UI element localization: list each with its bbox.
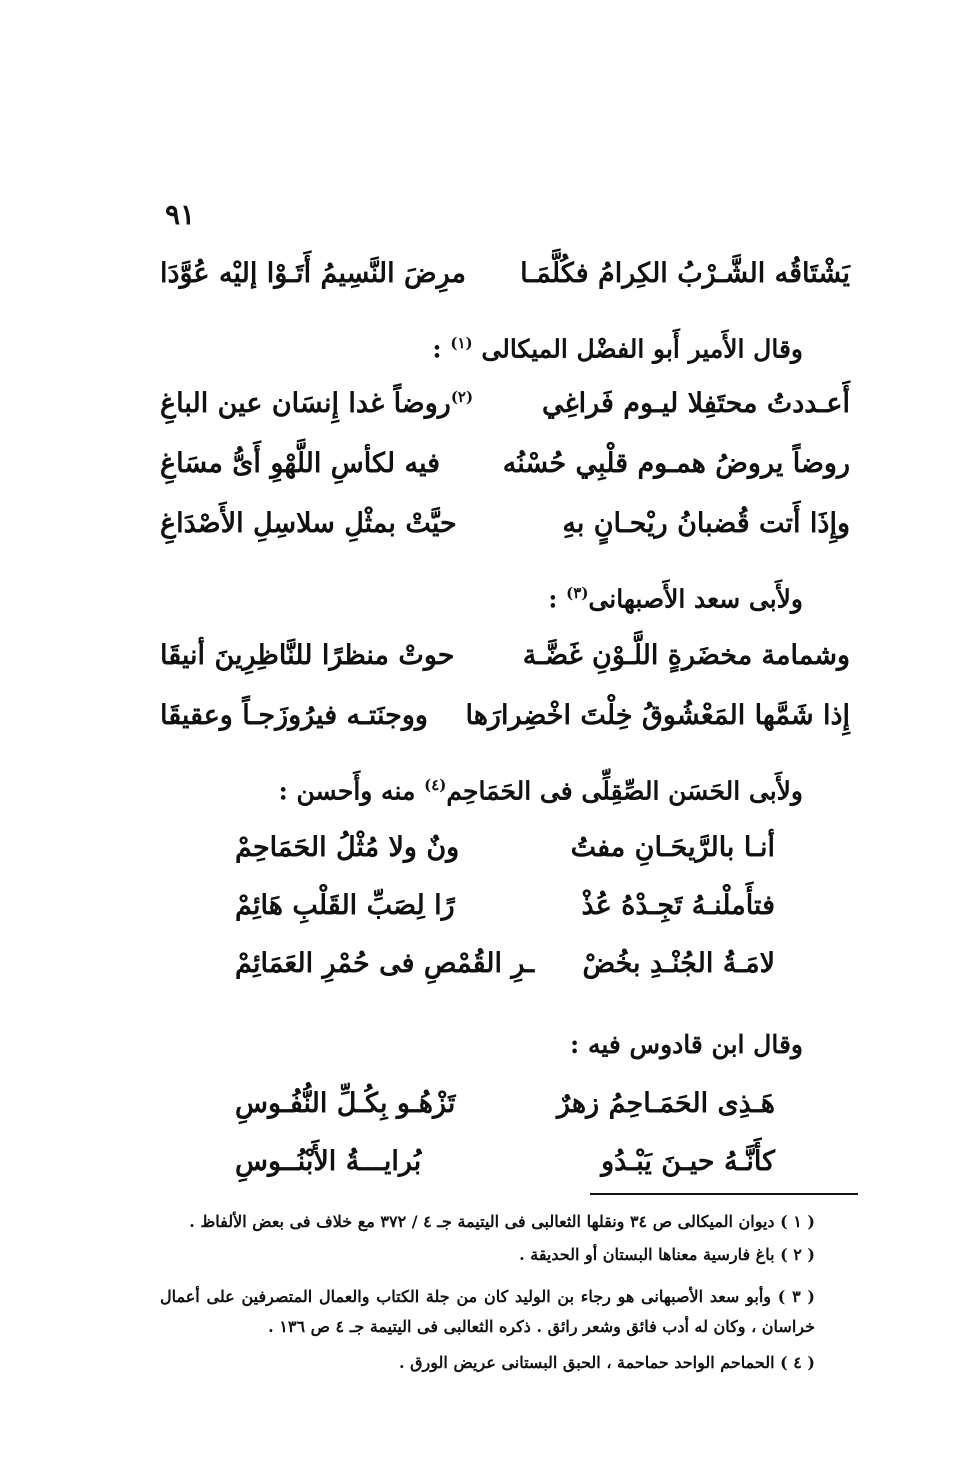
verse-hemistich-second: ـرِ القُمْصِ فى حُمْرِ العَمَائِمْ [235, 948, 535, 979]
verse-line [235, 1146, 775, 1186]
verse-line [160, 388, 850, 428]
section-intro: وقال الأَمير أَبو الفضْل الميكالى $^{(١)}$ : [432, 334, 803, 364]
verse-hemistich-first: أَعـددتُ محتَفِلا ليـوم فَراغِي [541, 388, 850, 419]
verse-hemistich-second: تَزْهُـو بِكُـلِّ النُّفُـوسِ [235, 1088, 456, 1119]
verse-hemistich-first: فتأَملْنـهُ تَجِـدْهُ عُذْ [581, 890, 775, 921]
verse-hemistich-first: وشمامة مخضَرةٍ اللَّـوْنِ غَضَّـة [522, 640, 850, 671]
verse-hemistich-second: ونٌ ولا مُثْلُ الحَمَاحِمْ [235, 832, 460, 863]
verse-line [235, 948, 775, 988]
verse-hemistich-first: إِذا شَمَّها المَعْشُوقُ خِلْتَ اخْضِرارَها [465, 700, 850, 731]
footnote: ( ٤ ) الحماحم الواحد حماحمة ، الحبق البستانى عريض الورق . [399, 1353, 815, 1372]
verse-hemistich-second: حيَّتْ بمثْلِ سلاسِلِ الأَصْدَاغِ [160, 508, 457, 539]
verse-line [235, 890, 775, 930]
footnote-ref: (٢) [450, 388, 474, 406]
verse-hemistich-first: كأَنَّـهُ حيـنَ يَبْـدُو [601, 1146, 775, 1177]
footnote-ref: (٤) [424, 776, 447, 794]
verse-line [160, 700, 850, 740]
verse-hemistich-second: مرِضَ النَّسِيمُ أَتَـوْا إليْه عُوَّدَا [160, 258, 466, 289]
verse-hemistich-second: رًا لِصَبِّ القَلْبِ هَائِمْ [235, 890, 455, 921]
footnote-separator [590, 1193, 858, 1195]
verse-hemistich-second: ووجنَتـه فيرُوزَجـاً وعقيقَا [160, 700, 428, 731]
verse-hemistich-second: فيه لكأسِ اللَّهْوِ أَىُّ مسَاغِ [160, 448, 441, 479]
verse-hemistich-first: يَشْتَاقُه الشَّـرْبُ الكِرامُ فكُلَّمَـا [520, 258, 850, 289]
verse-hemistich-first: أنـا بالرَّيحَـانِ مفتُ [570, 832, 775, 863]
verse-hemistich-first: روضاً يروضُ همـوم قلْبِي حُسْنُه [502, 448, 850, 479]
footnote-ref: (١) [450, 334, 473, 352]
section-intro: وقال ابن قادوس فيه : [570, 1030, 803, 1059]
verse-line [235, 832, 775, 872]
verse-hemistich-first: هَـذِى الحَمَـاحِمُ زهرٌ [557, 1088, 775, 1119]
verse-hemistich-second: $^{(٢)}$روضاً غدا إِنسَان عين الباغِ [160, 388, 474, 419]
verse-line [160, 448, 850, 488]
verse-hemistich-second: حوتْ منظرًا للنَّاظِرِينَ أنيقَا [160, 640, 455, 671]
footnote: ( ٣ ) وأبو سعد الأصبهانى هو رجاء بن الوليد كان من جلة الكتاب والعمال المتصرفين على أعمال خراسان ، وكان له أدب فائق وشعر رائق . ذكره الثعالبى فى اليتيمة جـ ٤ ص ١٣٦ . [160, 1287, 816, 1336]
section-intro: ولأَبى سعد الأَصبهانى$^{(٣)}$ : [548, 584, 803, 614]
section-intro: ولأَبى الحَسَن الصِّقِلِّى فى الحَمَاحِم$^{(٤)}$ منه وأَحسن : [278, 776, 803, 806]
footnote: ( ٢ ) باغ فارسية معناها البستان أو الحديقة . [519, 1245, 815, 1264]
footnote-ref: (٣) [566, 584, 589, 602]
verse-line [160, 640, 850, 680]
verse-line [160, 258, 850, 298]
page-number: ٩١ [165, 198, 196, 231]
verse-hemistich-first: لامَـةُ الجُنْـدِ بخُضْ [582, 948, 775, 979]
verse-hemistich-second: بُرايـــةُ الأَبْنُــوسِ [235, 1146, 422, 1177]
verse-line [160, 508, 850, 548]
verse-hemistich-first: وإِذَا أَتت قُضبانُ ريْحـانٍ بهِ [562, 508, 850, 539]
verse-line [235, 1088, 775, 1128]
footnote: ( ١ ) ديوان الميكالى ص ٣٤ ونقلها الثعالبى فى اليتيمة جـ ٤ / ٣٧٢ مع خلاف فى بعض الألفاظ . [189, 1212, 815, 1231]
